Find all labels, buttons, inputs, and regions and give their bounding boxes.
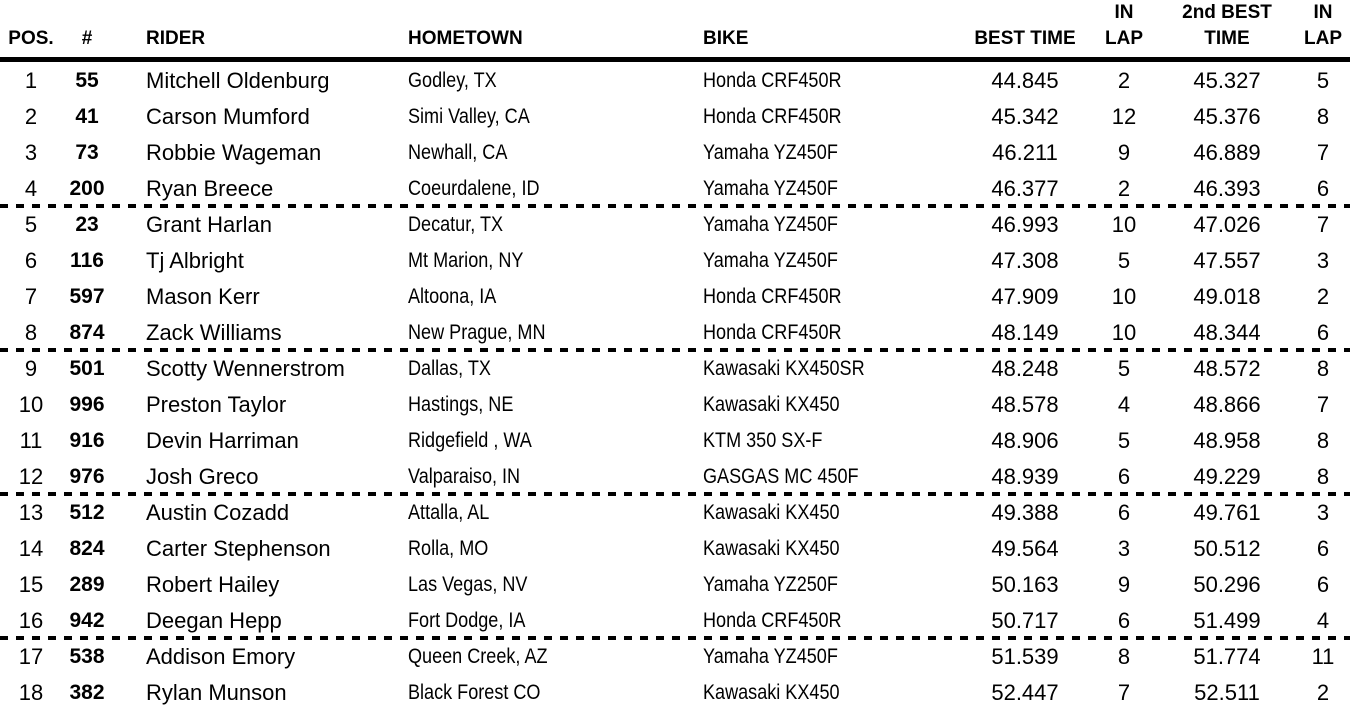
cell-best-time: 50.163 [991,571,1059,597]
table-row [0,62,1350,98]
cell-2nd-best-in-lap: 2 [1316,679,1330,705]
group-separator-dashed-line [0,636,1350,640]
cell-2nd-best-in-lap: 8 [1316,463,1330,489]
cell-rider-number: 23 [75,212,99,236]
cell-position: 17 [18,643,44,669]
cell-2nd-best-time: 49.018 [1193,283,1261,309]
column-header-line2: POS. [8,28,54,49]
cell-best-time: 48.149 [991,319,1059,345]
cell-hometown: Coeurdalene, ID [408,177,540,200]
column-header-hometown [400,0,695,59]
cell-2nd-best-time: 45.376 [1193,103,1261,129]
cell-best-time: 47.308 [991,247,1059,273]
column-header-line2: TIME [1204,28,1250,49]
table-row [0,206,1350,242]
column-header-line1: IN [1114,2,1134,23]
cell-hometown: Godley, TX [408,69,497,92]
cell-best-time: 44.845 [991,67,1059,93]
cell-bike: Honda CRF450R [703,321,842,344]
cell-2nd-best-time: 46.889 [1193,139,1261,165]
cell-bike: Yamaha YZ450F [703,213,838,236]
cell-bike: Honda CRF450R [703,69,842,92]
cell-position: 13 [18,499,44,525]
cell-rider-name: Scotty Wennerstrom [146,355,345,381]
cell-rider-number: 382 [69,680,105,704]
cell-2nd-best-in-lap: 6 [1316,319,1330,345]
cell-bike: Yamaha YZ250F [703,573,838,596]
cell-best-time: 50.717 [991,607,1059,633]
cell-best-time-in-lap: 6 [1117,499,1131,525]
cell-best-time-in-lap: 6 [1117,607,1131,633]
table-row [0,422,1350,458]
cell-2nd-best-in-lap: 2 [1316,283,1330,309]
cell-position: 12 [18,463,44,489]
cell-best-time-in-lap: 5 [1117,427,1131,453]
column-header-best2 [1158,0,1296,59]
cell-best-time-in-lap: 7 [1117,679,1131,705]
cell-2nd-best-time: 51.774 [1193,643,1261,669]
cell-bike: Kawasaki KX450SR [703,357,865,380]
cell-best-time: 48.939 [991,463,1059,489]
cell-bike: Kawasaki KX450 [703,681,840,704]
table-row [0,170,1350,206]
cell-2nd-best-in-lap: 8 [1316,427,1330,453]
cell-2nd-best-time: 46.393 [1193,175,1261,201]
table-row [0,278,1350,314]
cell-rider-name: Grant Harlan [146,211,272,237]
cell-hometown: Decatur, TX [408,213,504,236]
cell-hometown: Ridgefield , WA [408,429,532,452]
table-row [0,98,1350,134]
cell-rider-name: Robbie Wageman [146,139,322,165]
cell-rider-name: Preston Taylor [146,391,287,417]
column-header-line1: IN [1313,2,1333,23]
group-separator-dashed-line [0,204,1350,208]
column-header-line1: 2nd BEST [1182,2,1272,23]
cell-rider-number: 942 [69,608,105,632]
cell-rider-number: 538 [69,644,105,668]
table-row [0,350,1350,386]
cell-2nd-best-in-lap: 6 [1316,175,1330,201]
cell-2nd-best-in-lap: 3 [1316,247,1330,273]
cell-2nd-best-time: 50.512 [1193,535,1261,561]
cell-hometown: Valparaiso, IN [408,465,521,488]
cell-2nd-best-in-lap: 7 [1316,139,1330,165]
cell-position: 18 [18,679,44,705]
cell-2nd-best-time: 47.026 [1193,211,1261,237]
cell-position: 7 [24,283,38,309]
cell-best-time-in-lap: 2 [1117,67,1131,93]
cell-hometown: Queen Creek, AZ [408,645,548,668]
cell-bike: Yamaha YZ450F [703,249,838,272]
cell-position: 14 [18,535,44,561]
cell-rider-name: Zack Williams [146,319,282,345]
group-separator-dashed-line [0,492,1350,496]
cell-best-time: 47.909 [991,283,1059,309]
cell-hometown: Dallas, TX [408,357,491,380]
cell-rider-name: Rylan Munson [146,679,287,705]
cell-rider-number: 976 [69,464,105,488]
table-row [0,494,1350,530]
cell-best-time-in-lap: 5 [1117,355,1131,381]
cell-hometown: Simi Valley, CA [408,105,530,128]
cell-rider-name: Ryan Breece [146,175,274,201]
table-row [0,134,1350,170]
table-row [0,602,1350,638]
group-separator-dashed-line [0,348,1350,352]
cell-hometown: Newhall, CA [408,141,508,164]
cell-bike: Kawasaki KX450 [703,501,840,524]
cell-position: 15 [18,571,44,597]
cell-best-time-in-lap: 3 [1117,535,1131,561]
cell-position: 10 [18,391,44,417]
cell-2nd-best-time: 51.499 [1193,607,1261,633]
cell-rider-number: 116 [70,248,104,272]
cell-best-time-in-lap: 9 [1117,571,1131,597]
cell-hometown: Attalla, AL [408,501,490,524]
cell-2nd-best-time: 48.866 [1193,391,1261,417]
cell-bike: Yamaha YZ450F [703,645,838,668]
column-header-num [62,0,112,59]
cell-2nd-best-in-lap: 11 [1311,643,1335,669]
column-header-line2: LAP [1304,28,1342,49]
cell-best-time-in-lap: 10 [1111,211,1137,237]
cell-rider-number: 501 [69,356,105,380]
cell-position: 8 [24,319,38,345]
cell-best-time-in-lap: 10 [1111,319,1137,345]
cell-rider-number: 874 [69,320,105,344]
cell-2nd-best-in-lap: 8 [1316,103,1330,129]
cell-best-time: 51.539 [991,643,1059,669]
cell-2nd-best-time: 52.511 [1194,679,1260,705]
cell-rider-name: Carter Stephenson [146,535,331,561]
cell-best-time: 48.906 [991,427,1059,453]
column-header-line2: HOMETOWN [408,28,523,49]
cell-rider-number: 55 [75,68,99,92]
cell-best-time-in-lap: 8 [1117,643,1131,669]
cell-rider-number: 200 [69,176,105,200]
cell-bike: Kawasaki KX450 [703,537,840,560]
cell-position: 16 [18,607,44,633]
cell-rider-name: Mitchell Oldenburg [146,67,330,93]
cell-bike: Yamaha YZ450F [703,141,838,164]
cell-2nd-best-in-lap: 7 [1316,211,1330,237]
column-header-line2: # [81,28,93,49]
table-row [0,314,1350,350]
cell-rider-number: 289 [69,572,105,596]
cell-position: 11 [19,427,43,453]
cell-rider-name: Devin Harriman [146,427,299,453]
table-row [0,638,1350,674]
cell-hometown: Black Forest CO [408,681,541,704]
results-table-body [0,62,1350,710]
cell-position: 9 [24,355,38,381]
cell-rider-number: 824 [69,536,105,560]
cell-best-time: 49.564 [991,535,1059,561]
cell-best-time: 49.388 [991,499,1059,525]
cell-best-time-in-lap: 5 [1117,247,1131,273]
column-header-bike [695,0,960,59]
column-header-line2: BEST TIME [974,28,1076,49]
cell-rider-number: 916 [69,428,105,452]
cell-2nd-best-in-lap: 5 [1316,67,1330,93]
cell-bike: Kawasaki KX450 [703,393,840,416]
column-header-lap1 [1090,0,1158,59]
cell-rider-number: 996 [69,392,105,416]
cell-rider-name: Deegan Hepp [146,607,282,633]
cell-position: 3 [24,139,38,165]
column-header-line2: LAP [1105,28,1143,49]
cell-position: 1 [24,67,38,93]
cell-2nd-best-time: 48.344 [1193,319,1261,345]
column-header-line2: RIDER [146,28,206,49]
cell-hometown: Mt Marion, NY [408,249,524,272]
cell-position: 4 [24,175,38,201]
cell-2nd-best-time: 48.958 [1193,427,1261,453]
cell-bike: GASGAS MC 450F [703,465,859,488]
results-table-header [0,0,1350,62]
cell-rider-name: Josh Greco [146,463,259,489]
column-header-best [960,0,1090,59]
cell-hometown: New Prague, MN [408,321,546,344]
cell-position: 5 [24,211,38,237]
cell-hometown: Rolla, MO [408,537,489,560]
table-row [0,674,1350,710]
cell-rider-name: Carson Mumford [146,103,310,129]
cell-rider-name: Austin Cozadd [146,499,290,525]
cell-best-time-in-lap: 10 [1111,283,1137,309]
cell-2nd-best-time: 49.229 [1193,463,1261,489]
cell-best-time: 46.377 [991,175,1059,201]
table-row [0,458,1350,494]
cell-rider-number: 597 [69,284,105,308]
cell-2nd-best-in-lap: 6 [1316,535,1330,561]
cell-best-time-in-lap: 6 [1117,463,1131,489]
cell-hometown: Las Vegas, NV [408,573,528,596]
column-header-pos [0,0,62,59]
cell-hometown: Fort Dodge, IA [408,609,526,632]
cell-2nd-best-in-lap: 8 [1316,355,1330,381]
cell-2nd-best-time: 50.296 [1193,571,1261,597]
cell-best-time: 45.342 [991,103,1059,129]
table-row [0,530,1350,566]
cell-best-time: 46.211 [992,139,1058,165]
cell-rider-name: Mason Kerr [146,283,260,309]
cell-position: 6 [24,247,38,273]
cell-rider-name: Addison Emory [146,643,296,669]
cell-best-time: 48.248 [991,355,1059,381]
cell-best-time: 46.993 [991,211,1059,237]
cell-bike: Honda CRF450R [703,609,842,632]
column-header-line2: BIKE [703,28,749,49]
cell-best-time: 52.447 [991,679,1059,705]
cell-hometown: Altoona, IA [408,285,497,308]
cell-best-time-in-lap: 4 [1117,391,1131,417]
cell-bike: KTM 350 SX-F [703,429,823,452]
cell-best-time-in-lap: 2 [1117,175,1131,201]
cell-2nd-best-time: 48.572 [1193,355,1261,381]
cell-2nd-best-in-lap: 4 [1316,607,1330,633]
cell-2nd-best-in-lap: 3 [1316,499,1330,525]
cell-bike: Honda CRF450R [703,285,842,308]
cell-hometown: Hastings, NE [408,393,514,416]
cell-best-time-in-lap: 12 [1111,103,1137,129]
column-header-rider [112,0,400,59]
cell-2nd-best-time: 47.557 [1193,247,1261,273]
table-row [0,242,1350,278]
cell-bike: Yamaha YZ450F [703,177,838,200]
cell-rider-name: Robert Hailey [146,571,280,597]
table-row [0,386,1350,422]
cell-2nd-best-in-lap: 6 [1316,571,1330,597]
cell-2nd-best-in-lap: 7 [1316,391,1330,417]
cell-bike: Honda CRF450R [703,105,842,128]
cell-rider-number: 41 [75,104,99,128]
cell-best-time-in-lap: 9 [1117,139,1131,165]
column-header-lap2 [1296,0,1350,59]
cell-rider-name: Tj Albright [146,247,244,273]
cell-2nd-best-time: 45.327 [1193,67,1261,93]
table-row [0,566,1350,602]
cell-best-time: 48.578 [991,391,1059,417]
cell-position: 2 [24,103,38,129]
cell-rider-number: 512 [69,500,105,524]
cell-2nd-best-time: 49.761 [1193,499,1261,525]
cell-rider-number: 73 [75,140,99,164]
